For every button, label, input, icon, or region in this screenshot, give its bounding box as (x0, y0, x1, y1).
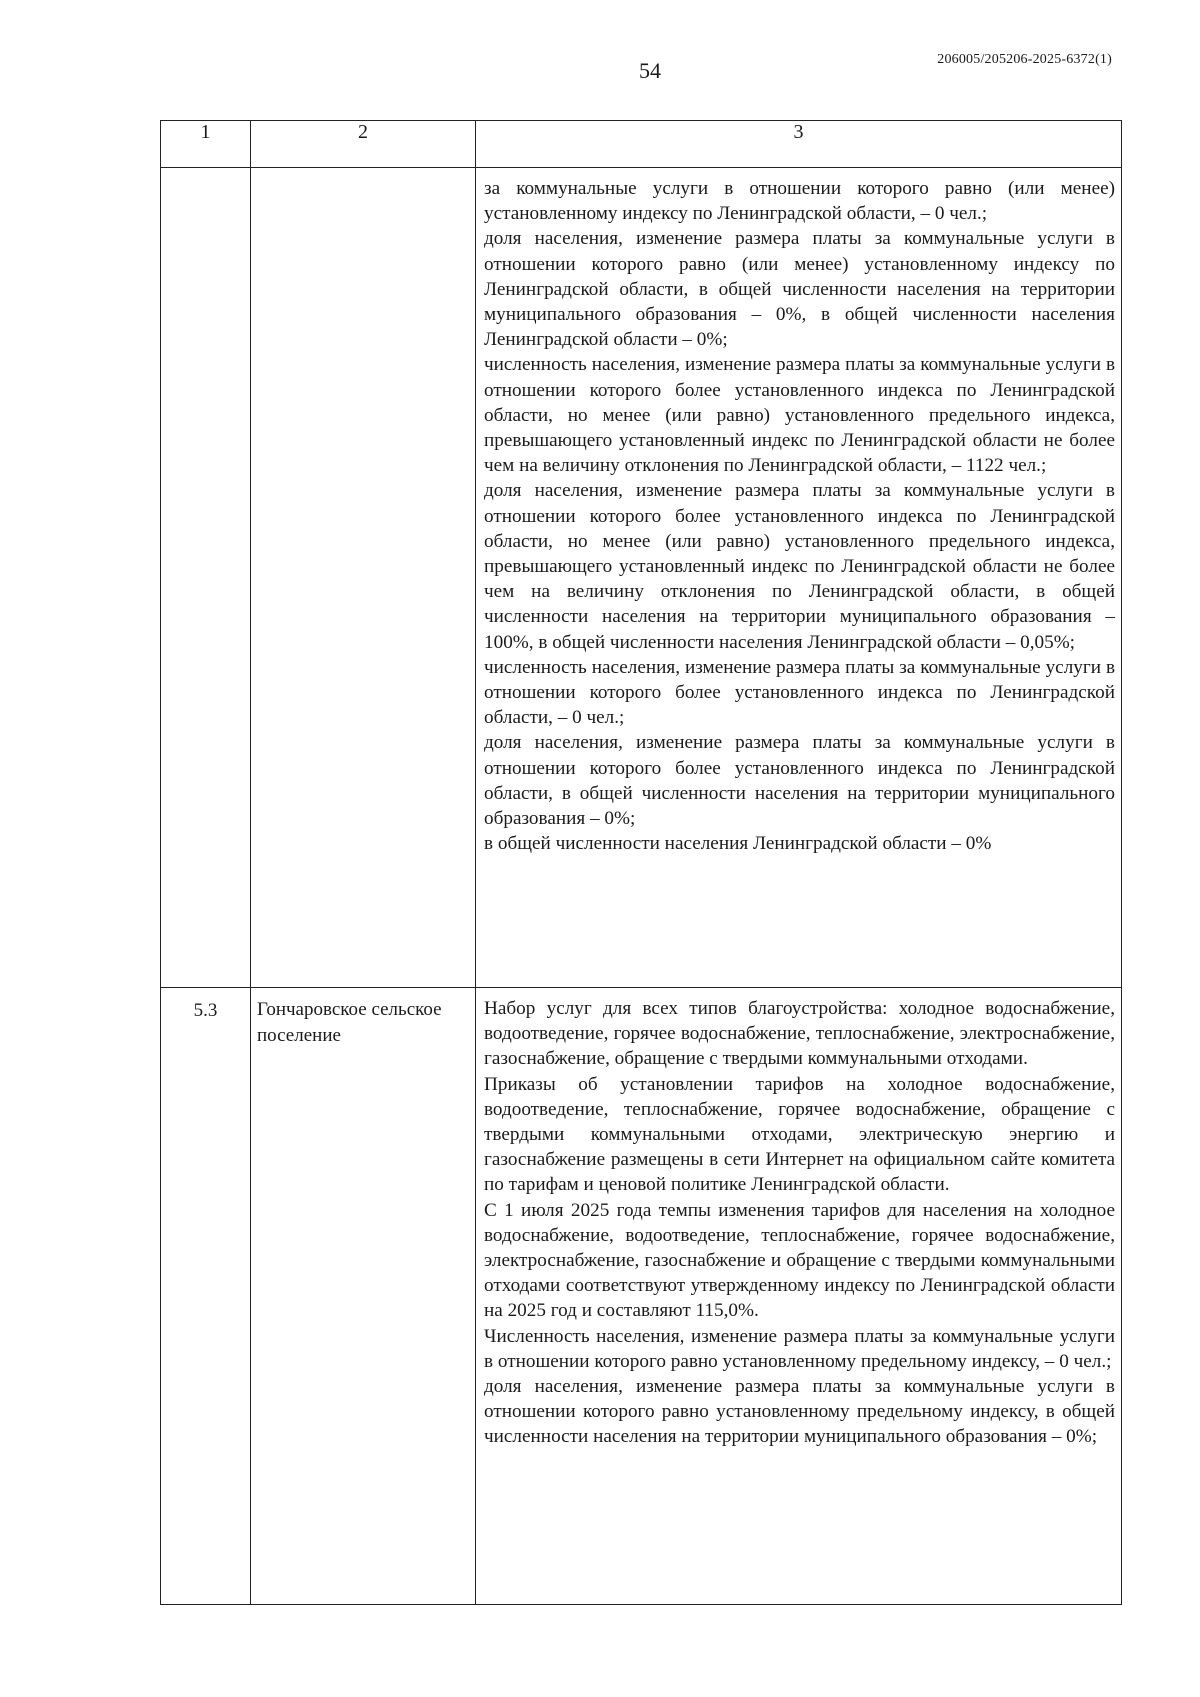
table-row (161, 168, 1122, 988)
paragraph: доля населения, изменение размера платы за коммунальные услуги в отношении которого равно установленному предельному индексу, в общей численности населения на территории муниципального образования – 0%; (484, 1376, 1115, 1448)
column-header-3: 3 (476, 121, 1122, 168)
paragraph: доля населения, изменение размера платы за коммунальные услуги в отношении которого равно (или менее) установленному индексу по Ленинградской области, в общей численности населения на территории муниципального образования – 0%, в общей численности населения Ленинградской области – 0%; (484, 228, 1115, 351)
paragraph: С 1 июля 2025 года темпы изменения тарифов для населения на холодное водоснабжение, водоотведение, теплоснабжение, горячее водоснабжение, электроснабжение, газоснабжение и обращение с твердыми коммунальными отходами соответствуют утвержденному индексу по Ленинградской области на 2025 год и составляют 115,0%. (484, 1199, 1115, 1322)
table-row (161, 988, 1122, 1605)
description-cell (476, 988, 1122, 1605)
row-number-cell (161, 168, 251, 988)
column-header-2: 2 (251, 121, 476, 168)
paragraph: доля населения, изменение размера платы за коммунальные услуги в отношении которого более установленного индекса по Ленинградской области, но менее (или равно) установленного предельного индекса, превышающего установленный индекс по Ленинградской области не более чем на величину отклонения по Ленинградской области, в общей численности населения на территории муниципального образования – 100%, в общей численности населения Ленинградской области – 0,05%; (484, 480, 1115, 653)
paragraph: за коммунальные услуги в отношении которого равно (или менее) установленному индексу по Ленинградской области, – 0 чел.; (484, 178, 1115, 225)
page-number: 54 (639, 58, 661, 83)
column-header-1: 1 (161, 121, 251, 168)
settlement-name-cell: Гончаровское сельское поселение (251, 988, 476, 1605)
paragraph: доля населения, изменение размера платы за коммунальные услуги в отношении которого более установленного индекса по Ленинградской области, в общей численности населения на территории муниципального образования – 0%; (484, 732, 1115, 830)
document-id: 206005/205206-2025-6372(1) (937, 52, 1112, 67)
paragraph: численность населения, изменение размера платы за коммунальные услуги в отношении которого более установленного индекса по Ленинградской области, но менее (или равно) установленного предельного индекса, превышающего установленный индекс по Ленинградской области не более чем на величину отклонения по Ленинградской области, – 1122 чел.; (484, 354, 1115, 477)
settlement-name-cell (251, 168, 476, 988)
row-number-cell: 5.3 (161, 988, 251, 1605)
paragraph: Численность населения, изменение размера платы за коммунальные услуги в отношении которого равно установленному предельному индексу, – 0 чел.; (484, 1325, 1115, 1372)
paragraph: Приказы об установлении тарифов на холодное водоснабжение, водоотведение, теплоснабжение, горячее водоснабжение, обращение с твердыми коммунальными отходами, электрическую энергию и газоснабжение размещены в сети Интернет на официальном сайте комитета по тарифам и ценовой политике Ленинградской области. (484, 1073, 1115, 1196)
data-table (160, 120, 1122, 1605)
table-header-row (161, 121, 1122, 168)
paragraph: численность населения, изменение размера платы за коммунальные услуги в отношении которого более установленного индекса по Ленинградской области, – 0 чел.; (484, 656, 1115, 729)
paragraph: в общей численности населения Ленинградской области – 0% (484, 833, 992, 855)
paragraph: Набор услуг для всех типов благоустройства: холодное водоснабжение, водоотведение, горячее водоснабжение, теплоснабжение, электроснабжение, газоснабжение, обращение с твердыми коммунальными отходами. (484, 998, 1115, 1070)
description-cell (476, 168, 1122, 988)
